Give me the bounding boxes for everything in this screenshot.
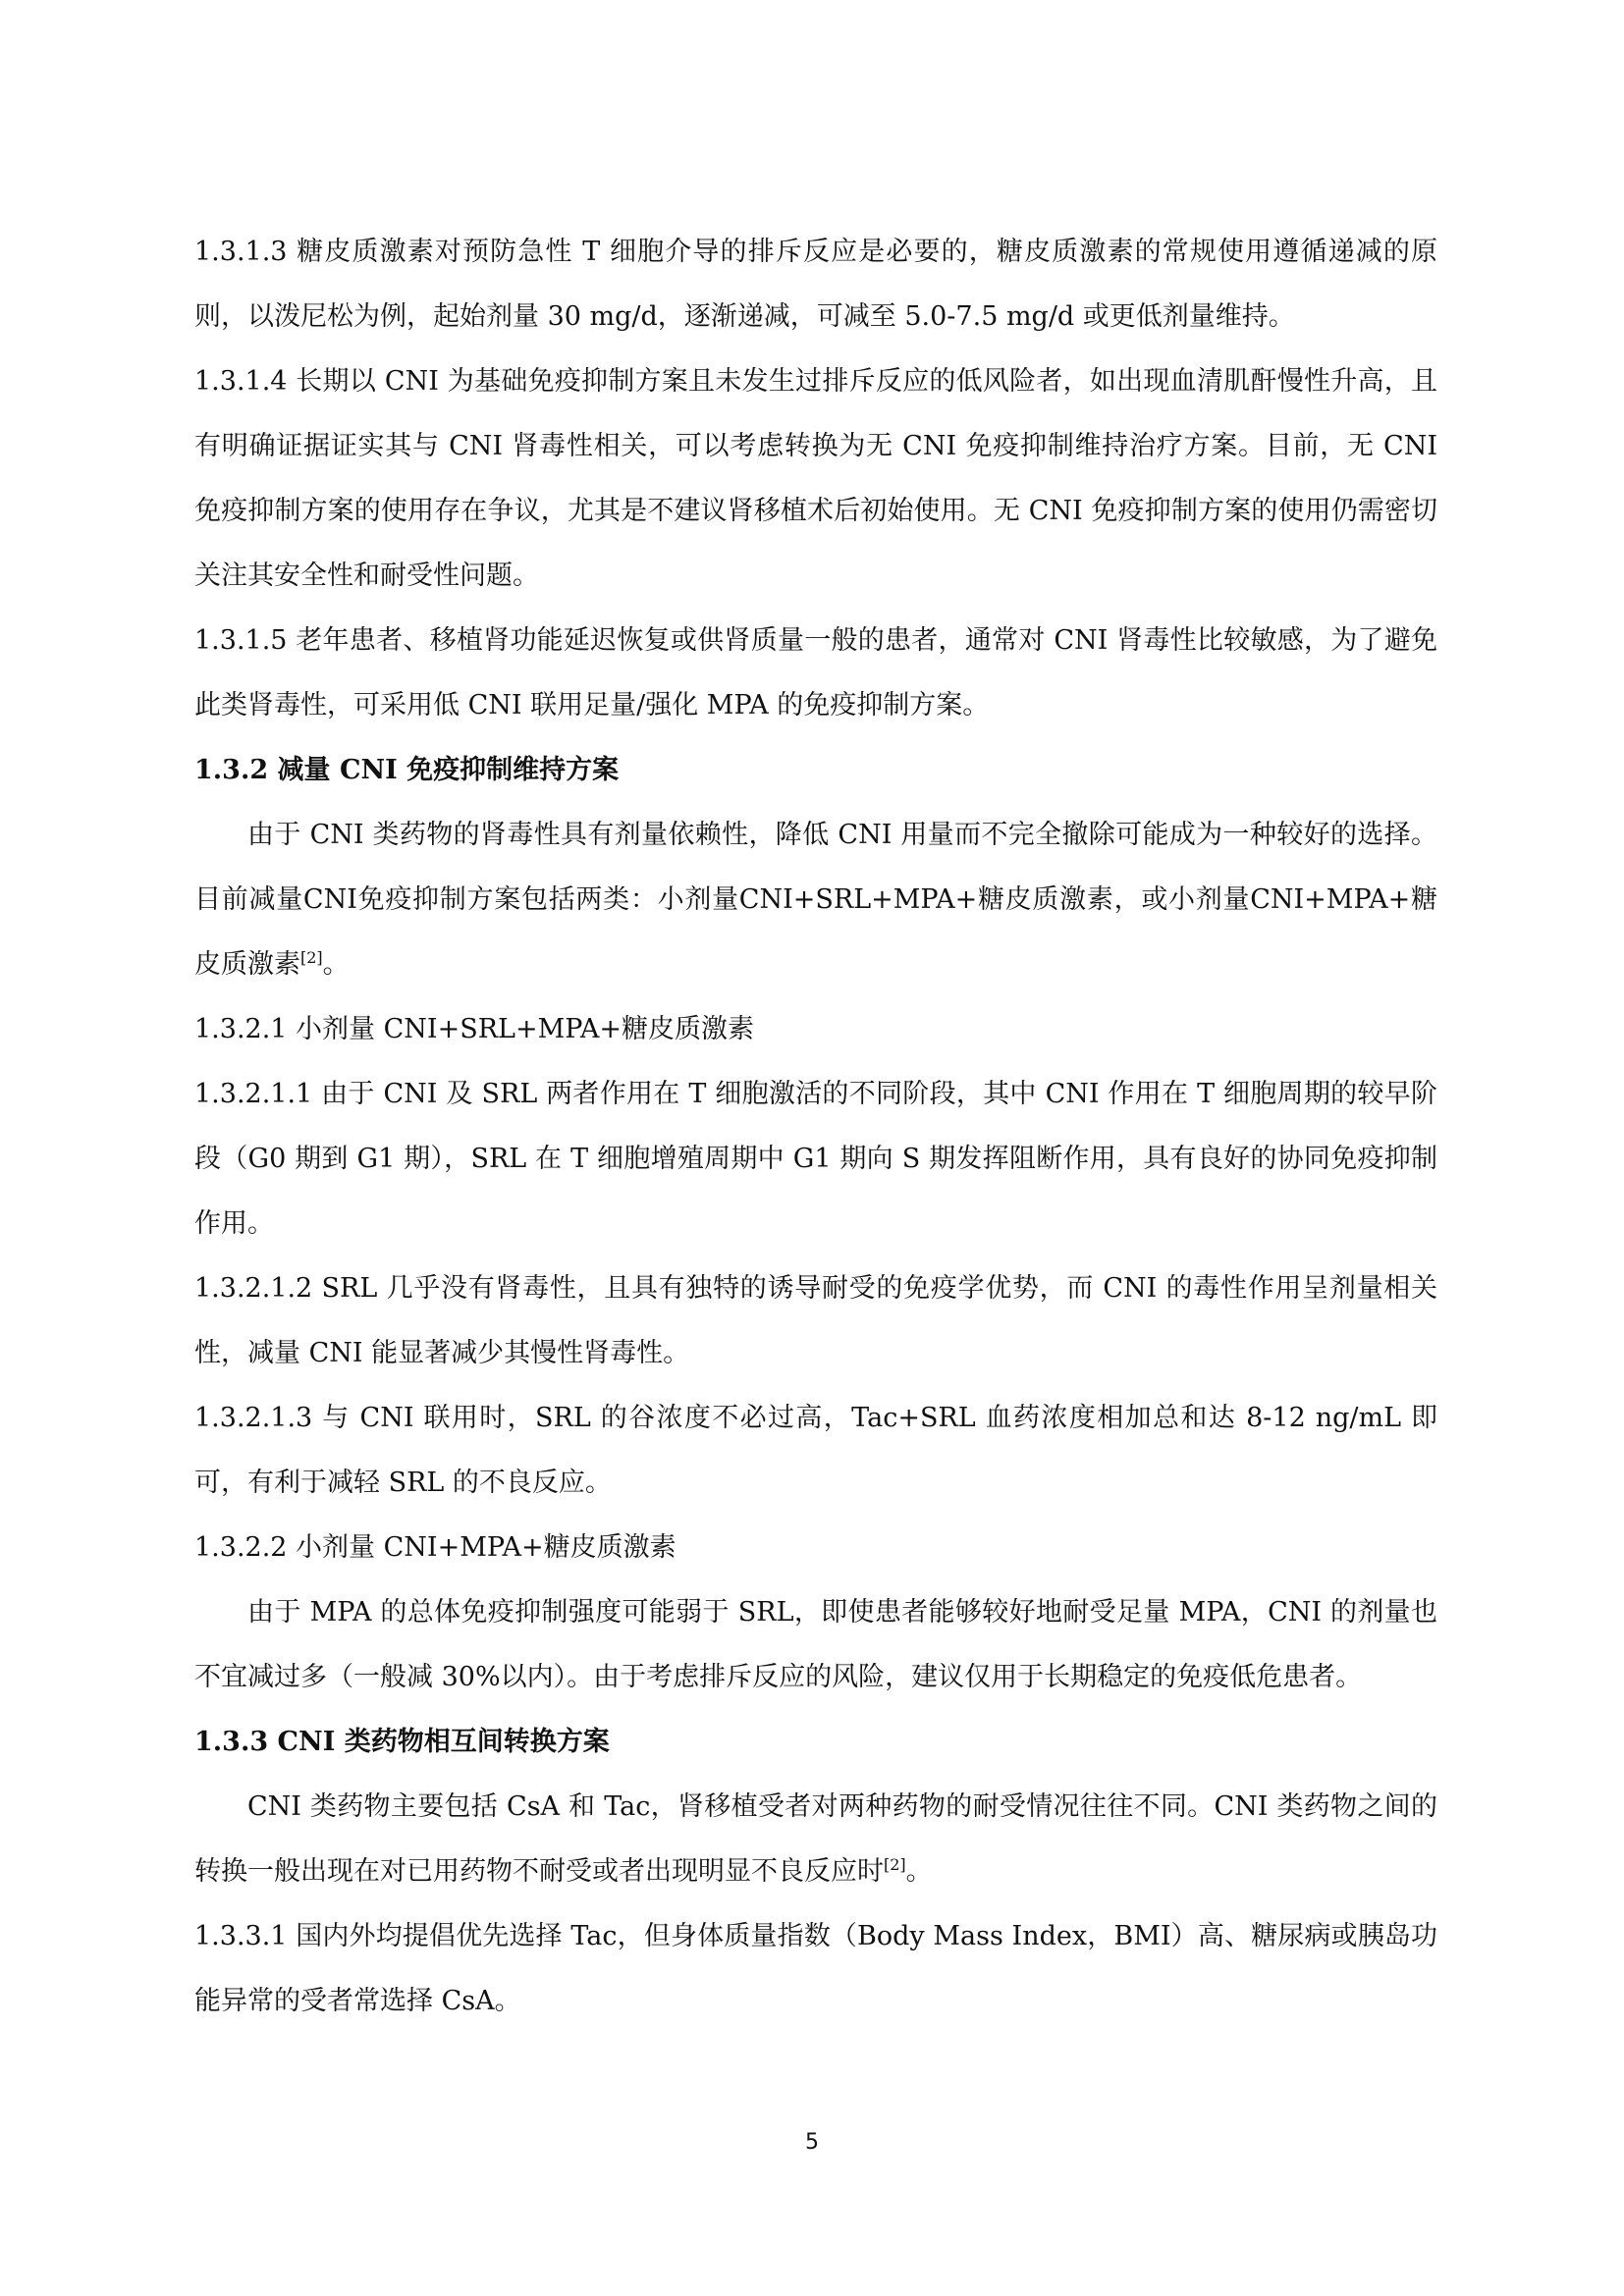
paragraph-cni-conversion-intro xyxy=(194,1775,1437,1904)
section-heading-1-3-3 xyxy=(194,1710,1437,1775)
subheading-1-3-2-2 xyxy=(194,1516,1437,1580)
paragraph-1-3-3-1 xyxy=(194,1904,1437,2034)
paragraph-text: 1.3.2.2 小剂量 CNI+MPA+糖皮质激素 xyxy=(194,1532,677,1563)
paragraph-1-3-1-5 xyxy=(194,609,1437,738)
paragraph-1-3-2-1-3 xyxy=(194,1386,1437,1516)
paragraph-text: 1.3.1.5 老年患者、移植肾功能延迟恢复或供肾质量一般的患者，通常对 CNI 肾毒性比较敏感，为了避免此类肾毒性，可采用低 CNI 联用足量/强化 MPA 的免疫抑制方案。 xyxy=(194,625,1437,721)
citation-reference: [2] xyxy=(884,1855,906,1874)
paragraph-text: 1.3.1.3 糖皮质激素对预防急性 T 细胞介导的排斥反应是必要的，糖皮质激素的常规使用遵循递减的原则，以泼尼松为例，起始剂量 30 mg/d，逐渐递减，可减至 5.0-7.5 mg/d 或更低剂量维持。 xyxy=(194,237,1437,332)
paragraph-text: 由于 MPA 的总体免疫抑制强度可能弱于 SRL，即使患者能够较好地耐受足量 MPA，CNI 的剂量也不宜减过多（一般减 30%以内）。由于考虑排斥反应的风险，建议仅用于长期稳定的免疫低危患者。 xyxy=(194,1597,1437,1692)
subheading-1-3-2-1 xyxy=(194,997,1437,1062)
paragraph-text: 1.3.2.1.1 由于 CNI 及 SRL 两者作用在 T 细胞激活的不同阶段，其中 CNI 作用在 T 细胞周期的较早阶段（G0 期到 G1 期），SRL 在 T 细胞增殖周期中 G1 期向 S 期发挥阻断作用，具有良好的协同免疫抑制作用。 xyxy=(194,1079,1437,1239)
paragraph-text: 1.3.2.1 小剂量 CNI+SRL+MPA+糖皮质激素 xyxy=(194,1014,755,1044)
heading-text: 1.3.3 CNI 类药物相互间转换方案 xyxy=(194,1727,610,1757)
paragraph-1-3-1-3 xyxy=(194,220,1437,349)
paragraph-text: 1.3.2.1.2 SRL 几乎没有肾毒性，且具有独特的诱导耐受的免疫学优势，而 CNI 的毒性作用呈剂量相关性，减量 CNI 能显著减少其慢性肾毒性。 xyxy=(194,1273,1437,1368)
page-number: 5 xyxy=(805,2130,819,2155)
heading-text: 1.3.2 减量 CNI 免疫抑制维持方案 xyxy=(194,755,620,785)
paragraph-1-3-2-1-2 xyxy=(194,1256,1437,1386)
paragraph-text-end: 。 xyxy=(905,1856,933,1887)
paragraph-1-3-1-4 xyxy=(194,349,1437,609)
paragraph-text-end: 。 xyxy=(322,949,350,980)
paragraph-reduced-cni-intro xyxy=(194,803,1437,997)
paragraph-text: 由于 CNI 类药物的肾毒性具有剂量依赖性，降低 CNI 用量而不完全撤除可能成为一种较好的选择。目前减量CNI免疫抑制方案包括两类：小剂量CNI+SRL+MPA+糖皮质激素，或小剂量CNI+MPA+糖皮质激素 xyxy=(194,820,1437,980)
section-heading-1-3-2 xyxy=(194,738,1437,803)
paragraph-text: 1.3.1.4 长期以 CNI 为基础免疫抑制方案且未发生过排斥反应的低风险者，如出现血清肌酐慢性升高，且有明确证据证实其与 CNI 肾毒性相关，可以考虑转换为无 CNI 免疫抑制维持治疗方案。目前，无 CNI 免疫抑制方案的使用存在争议，尤其是不建议肾移植术后初始使用。无 CNI 免疫抑制方案的使用仍需密切关注其安全性和耐受性问题。 xyxy=(194,366,1437,591)
paragraph-mpa-reduced-cni xyxy=(194,1580,1437,1710)
paragraph-text: CNI 类药物主要包括 CsA 和 Tac，肾移植受者对两种药物的耐受情况往往不同。CNI 类药物之间的转换一般出现在对已用药物不耐受或者出现明显不良反应时 xyxy=(194,1791,1437,1887)
citation-reference: [2] xyxy=(300,948,323,967)
paragraph-text: 1.3.3.1 国内外均提倡优先选择 Tac，但身体质量指数（Body Mass Index，BMI）高、糖尿病或胰岛功能异常的受者常选择 CsA。 xyxy=(194,1921,1437,2016)
document-body xyxy=(194,220,1437,2034)
paragraph-text: 1.3.2.1.3 与 CNI 联用时，SRL 的谷浓度不必过高，Tac+SRL 血药浓度相加总和达 8-12 ng/mL 即可，有利于减轻 SRL 的不良反应。 xyxy=(194,1403,1437,1498)
paragraph-1-3-2-1-1 xyxy=(194,1062,1437,1256)
